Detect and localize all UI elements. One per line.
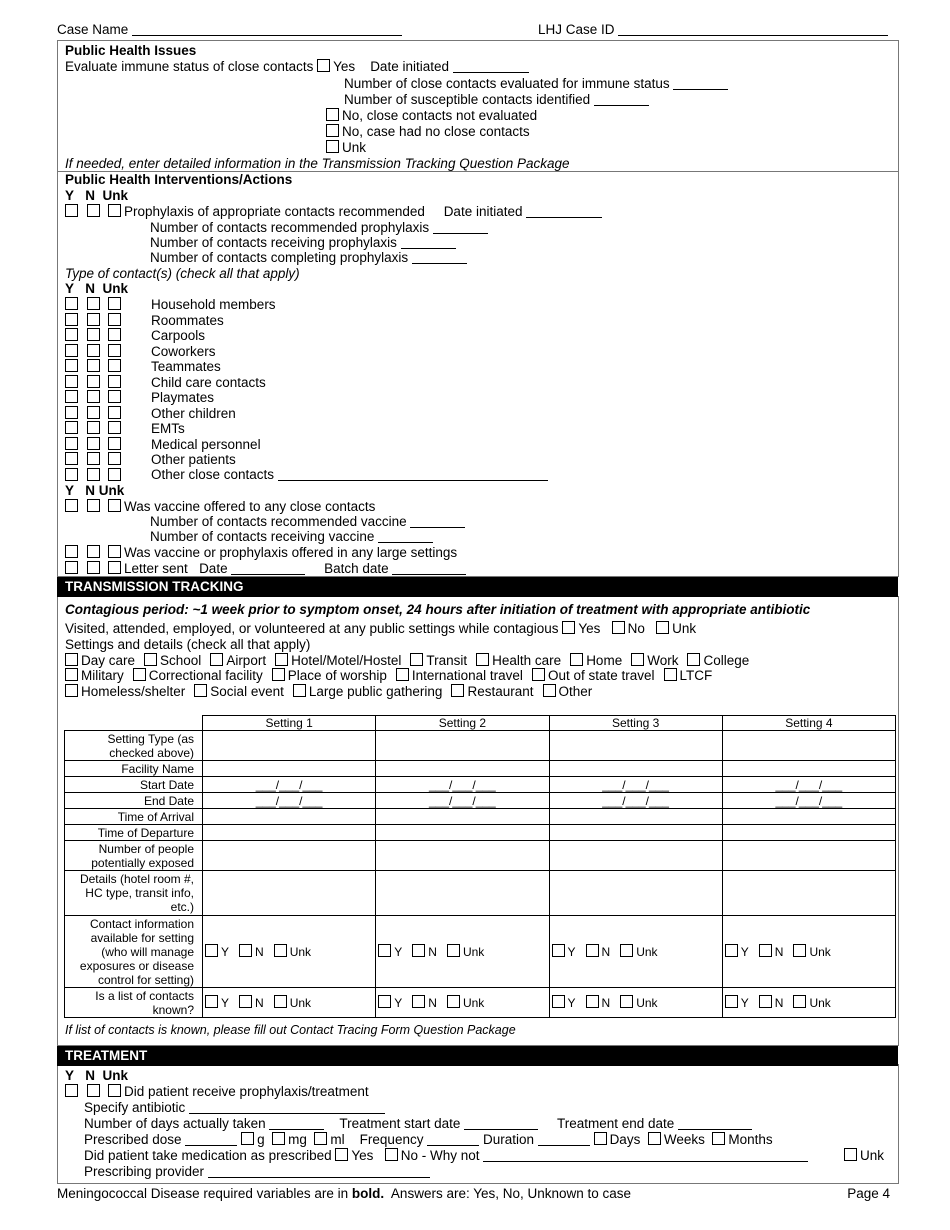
contact-type-unk-checkbox[interactable] [108,406,121,419]
table-row [65,809,896,825]
setting-label: College [703,653,750,668]
checkbox[interactable] [378,944,391,957]
contact-type-unk-checkbox[interactable] [108,452,121,465]
setting-label: Large public gathering [308,684,443,699]
start-date-1[interactable]: ___/___/___ [203,777,376,793]
setting-checkbox[interactable] [570,653,583,666]
contact-info-4: Y N Unk [722,916,895,988]
n-recommended-row: Number of contacts recommended prophylaxis [150,220,488,235]
setting-3-header: Setting 3 [549,716,722,731]
n-susceptible-row: Number of susceptible contacts identified [344,92,649,107]
checkbox[interactable] [205,944,218,957]
n-susceptible-field[interactable] [594,93,649,106]
n-evaluated-field[interactable] [673,77,728,90]
contact-type-unk-checkbox[interactable] [108,297,121,310]
case-name-field[interactable] [132,23,402,36]
contact-type-n-checkbox[interactable] [87,344,100,357]
contact-type-y-checkbox[interactable] [65,375,78,388]
cell[interactable] [376,731,549,761]
no-contacts-checkbox[interactable] [326,124,339,137]
unit-g-checkbox[interactable] [241,1132,254,1145]
setting-label: Place of worship [287,668,387,683]
table-row [65,761,896,777]
contact-type-label: Household members [151,297,276,312]
contact-type-unk-checkbox[interactable] [108,421,121,434]
contact-type-n-checkbox[interactable] [87,437,100,450]
no-not-evaluated-checkbox[interactable] [326,108,339,121]
start-date-2[interactable]: ___/___/___ [376,777,549,793]
row-label-facility: Facility Name [65,761,203,777]
setting-label: Out of state travel [547,668,655,683]
phi-title: Public Health Issues [65,43,197,58]
large-unk-checkbox[interactable] [108,545,121,558]
tt-title: TRANSMISSION TRACKING [57,577,898,597]
large-y-checkbox[interactable] [65,545,78,558]
months-checkbox[interactable] [712,1132,725,1145]
tt-note: If list of contacts is known, please fill out Contact Tracing Form Question Package [65,1023,516,1037]
row-label-list-known: Is a list of contacts known? [65,988,203,1018]
contact-type-n-checkbox[interactable] [87,313,100,326]
phi-unk-row: Unk [326,140,366,155]
other-close-contacts-field[interactable] [278,468,548,481]
list-known-3: Y N Unk [549,988,722,1018]
contact-type-unk-checkbox[interactable] [108,390,121,403]
settings-label: Settings and details (check all that apply) [65,637,311,652]
setting-1-header: Setting 1 [203,716,376,731]
dose-field[interactable] [185,1133,237,1146]
n-vaccine-recommended-row: Number of contacts recommended vaccine [150,514,465,529]
specify-antibiotic-field[interactable] [189,1101,385,1114]
contact-type-label: Carpools [151,328,206,343]
contact-type-checkboxes [65,452,124,467]
cell[interactable] [203,731,376,761]
visited-row: Visited, attended, employed, or volunteered at any public settings while contagious Yes No Unk [65,621,697,636]
no-not-evaluated-row: No, close contacts not evaluated [326,108,537,123]
checkbox[interactable] [759,944,772,957]
settings-row-3 [65,684,601,699]
received-unk-checkbox[interactable] [108,1084,121,1097]
contact-type-y-checkbox[interactable] [65,437,78,450]
setting-checkbox[interactable] [532,668,545,681]
evaluate-yes-checkbox[interactable] [317,59,330,72]
no-contacts-row: No, case had no close contacts [326,124,530,139]
contact-type-y-checkbox[interactable] [65,359,78,372]
contact-type-y-checkbox[interactable] [65,406,78,419]
setting-checkbox[interactable] [133,668,146,681]
type-label: Type of contact(s) (check all that apply) [65,266,300,281]
end-date-1[interactable]: ___/___/___ [203,793,376,809]
end-date-4[interactable]: ___/___/___ [722,793,895,809]
contact-info-1: Y N Unk [203,916,376,988]
checkbox[interactable] [586,995,599,1008]
cell[interactable] [549,825,722,841]
setting-label: School [160,653,202,668]
blank-cell [65,716,203,731]
contact-info-2: Y N Unk [376,916,549,988]
footer-note: Meningococcal Disease required variables are in bold. Answers are: Yes, No, Unknown to case [57,1186,632,1201]
setting-label: Day care [81,653,136,668]
contact-type-checkboxes [65,328,124,343]
setting-checkbox[interactable] [194,684,207,697]
table-row [65,777,896,793]
large-n-checkbox[interactable] [87,545,100,558]
n-recommended-field[interactable] [433,221,488,234]
row-label-departure: Time of Departure [65,825,203,841]
as-prescribed-row: Did patient take medication as prescribed Yes No - Why not [84,1148,808,1163]
evaluate-date-field[interactable] [453,60,529,73]
checkbox[interactable] [793,944,806,957]
as-prescribed-no-checkbox[interactable] [385,1148,398,1161]
cell[interactable] [203,809,376,825]
setting-checkbox[interactable] [144,653,157,666]
cell[interactable] [203,825,376,841]
checkbox[interactable] [447,944,460,957]
checkbox[interactable] [586,944,599,957]
n-vaccine-receiving-field[interactable] [378,530,433,543]
contact-type-unk-checkbox[interactable] [108,313,121,326]
setting-2-header: Setting 2 [376,716,549,731]
checkbox[interactable] [447,995,460,1008]
cell[interactable] [203,841,376,871]
setting-checkbox[interactable] [272,668,285,681]
contact-type-label: EMTs [151,421,185,436]
table-row [65,731,896,761]
duration-field[interactable] [538,1133,590,1146]
contact-type-y-checkbox[interactable] [65,313,78,326]
setting-checkbox[interactable] [543,684,556,697]
contact-type-n-checkbox[interactable] [87,390,100,403]
table-row [65,793,896,809]
contact-type-unk-checkbox[interactable] [108,468,121,481]
prophylaxis-row: Prophylaxis of appropriate contacts recommended Date initiated [65,204,602,219]
contact-type-checkboxes [65,437,124,452]
phi-note: If needed, enter detailed information in the Transmission Tracking Question Package [65,156,570,171]
setting-checkbox[interactable] [396,668,409,681]
as-prescribed-yes-checkbox[interactable] [335,1148,348,1161]
contact-info-3: Y N Unk [549,916,722,988]
setting-label: Restaurant [467,684,534,699]
setting-label: Military [81,668,124,683]
cell[interactable] [376,761,549,777]
prophylaxis-unk-checkbox[interactable] [108,204,121,217]
row-label-setting-type: Setting Type (as checked above) [65,731,203,761]
setting-checkbox[interactable] [631,653,644,666]
checkbox[interactable] [239,995,252,1008]
setting-checkbox[interactable] [65,684,78,697]
settings-table [64,715,896,1018]
days-row: Number of days actually taken Treatment start date Treatment end date [84,1116,752,1131]
contact-type-label: Child care contacts [151,374,266,390]
contact-type-label: Other children [151,405,236,421]
n-receiving-field[interactable] [401,236,456,249]
vaccine-n-checkbox[interactable] [87,499,100,512]
row-label-end: End Date [65,793,203,809]
settings-row-2 [65,668,721,683]
cell[interactable] [203,871,376,916]
contact-type-label: Roommates [151,312,224,328]
days-checkbox[interactable] [594,1132,607,1145]
setting-checkbox[interactable] [476,653,489,666]
setting-4-header: Setting 4 [722,716,895,731]
setting-label: Correctional facility [148,668,263,683]
n-receiving-row: Number of contacts receiving prophylaxis [150,235,456,250]
setting-checkbox[interactable] [65,653,78,666]
row-label-details: Details (hotel room #, HC type, transit info, etc.) [65,871,203,916]
why-not-field[interactable] [483,1149,808,1162]
checkbox[interactable] [552,995,565,1008]
dose-row: Prescribed dose g mg ml Frequency Duration Days Weeks Months [84,1132,773,1147]
setting-checkbox[interactable] [410,653,423,666]
large-settings-row: Was vaccine or prophylaxis offered in any large settings [65,545,457,560]
contact-type-unk-checkbox[interactable] [108,344,121,357]
contact-type-checkboxes [65,406,124,421]
cell[interactable] [549,841,722,871]
unit-ml-checkbox[interactable] [314,1132,327,1145]
checkbox[interactable] [274,995,287,1008]
table-row [65,916,896,988]
checkbox[interactable] [725,995,738,1008]
provider-row: Prescribing provider [84,1164,430,1179]
letter-y-checkbox[interactable] [65,561,78,574]
prophylaxis-n-checkbox[interactable] [87,204,100,217]
setting-label: International travel [411,668,523,683]
cell[interactable] [722,841,895,871]
checkbox[interactable] [725,944,738,957]
tr-title: TREATMENT [57,1046,898,1066]
list-known-1: Y N Unk [203,988,376,1018]
contact-type-y-checkbox[interactable] [65,452,78,465]
checkbox[interactable] [793,995,806,1008]
setting-label: Health care [492,653,562,668]
as-prescribed-unk-checkbox[interactable] [844,1148,857,1161]
setting-checkbox[interactable] [210,653,223,666]
checkbox[interactable] [552,944,565,957]
end-date-2[interactable]: ___/___/___ [376,793,549,809]
row-label-people: Number of people potentially exposed [65,841,203,871]
cell[interactable] [549,731,722,761]
checkbox[interactable] [378,995,391,1008]
cell[interactable] [722,825,895,841]
setting-label: Home [586,653,623,668]
contact-type-n-checkbox[interactable] [87,328,100,341]
cell[interactable] [376,825,549,841]
table-row [65,825,896,841]
end-date-field[interactable] [678,1117,752,1130]
setting-label: Homeless/shelter [81,684,186,699]
cell[interactable] [722,809,895,825]
lhj-case-id-field[interactable] [618,23,888,36]
setting-label: Social event [210,684,284,699]
ynu-header-1: Y N Unk [65,188,129,203]
contact-type-unk-checkbox[interactable] [108,375,121,388]
vaccine-y-checkbox[interactable] [65,499,78,512]
checkbox[interactable] [205,995,218,1008]
contact-type-checkboxes [65,359,124,374]
table-row [65,841,896,871]
contact-type-y-checkbox[interactable] [65,328,78,341]
visited-no-checkbox[interactable] [612,621,625,634]
contact-type-checkboxes [65,421,124,436]
cell[interactable] [549,809,722,825]
contact-type-checkboxes [65,390,124,405]
list-known-4: Y N Unk [722,988,895,1018]
lhj-case-id-label: LHJ Case ID [538,22,888,37]
ynu-header-4: Y N Unk [65,1068,129,1083]
contact-type-unk-checkbox[interactable] [108,359,121,372]
case-name-label: Case Name [57,22,402,37]
visited-unk-checkbox[interactable] [656,621,669,634]
setting-checkbox[interactable] [65,668,78,681]
evaluate-row: Evaluate immune status of close contacts Yes Date initiated [65,59,529,74]
n-completing-row: Number of contacts completing prophylaxis [150,250,467,265]
setting-label: Hotel/Motel/Hostel [291,653,402,668]
contact-type-label: Other patients [151,452,236,467]
checkbox[interactable] [239,944,252,957]
checkbox[interactable] [412,995,425,1008]
contact-type-label: Medical personnel [151,436,261,452]
contact-type-checkboxes [65,344,124,359]
letter-n-checkbox[interactable] [87,561,100,574]
setting-checkbox[interactable] [451,684,464,697]
contact-type-unk-checkbox[interactable] [108,437,121,450]
weeks-checkbox[interactable] [648,1132,661,1145]
setting-checkbox[interactable] [293,684,306,697]
settings-row-1 [65,653,758,668]
unit-mg-checkbox[interactable] [272,1132,285,1145]
cell[interactable] [722,731,895,761]
contact-type-n-checkbox[interactable] [87,452,100,465]
specify-row: Specify antibiotic [84,1100,385,1115]
checkbox[interactable] [620,995,633,1008]
start-date-field[interactable] [464,1117,538,1130]
cell[interactable] [376,841,549,871]
contact-type-n-checkbox[interactable] [87,375,100,388]
row-label-contact-info: Contact information available for setting (who will manage exposures or disease control for setting) [65,916,203,988]
vaccine-unk-checkbox[interactable] [108,499,121,512]
setting-label: Work [647,653,679,668]
frequency-field[interactable] [427,1133,479,1146]
letter-date-field[interactable] [231,562,305,575]
contact-type-y-checkbox[interactable] [65,421,78,434]
contact-type-checkboxes [65,468,124,483]
days-taken-field[interactable] [269,1117,324,1130]
end-date-3[interactable]: ___/___/___ [549,793,722,809]
contact-type-n-checkbox[interactable] [87,406,100,419]
contact-type-label: Playmates [151,390,215,405]
contact-type-label: Teammates [151,359,221,374]
setting-label: LTCF [679,668,713,683]
start-date-4[interactable]: ___/___/___ [722,777,895,793]
n-completing-field[interactable] [412,251,467,264]
phia-title: Public Health Interventions/Actions [65,172,293,187]
contact-type-n-checkbox[interactable] [87,421,100,434]
ynu-header-2: Y N Unk [65,281,129,296]
table-row [65,988,896,1018]
contagious-period: Contagious period: ~1 week prior to symptom onset, 24 hours after initiation of treatment with appropriate antibiotic [65,602,811,617]
checkbox[interactable] [412,944,425,957]
cell[interactable] [722,761,895,777]
contact-type-n-checkbox[interactable] [87,468,100,481]
contact-type-unk-checkbox[interactable] [108,328,121,341]
received-row: Did patient receive prophylaxis/treatment [65,1084,369,1099]
page-number: Page 4 [847,1186,890,1201]
contact-type-label: Coworkers [151,343,216,359]
checkbox[interactable] [759,995,772,1008]
list-known-2: Y N Unk [376,988,549,1018]
setting-checkbox[interactable] [687,653,700,666]
setting-label: Other [558,684,593,699]
table-row [65,871,896,916]
other-close-contacts-row: Other close contacts [151,467,548,482]
start-date-3[interactable]: ___/___/___ [549,777,722,793]
setting-label: Transit [426,653,468,668]
row-label-arrival: Time of Arrival [65,809,203,825]
received-y-checkbox[interactable] [65,1084,78,1097]
cell[interactable] [376,871,549,916]
letter-sent-row: Letter sent Date Batch date [65,561,466,576]
cell[interactable] [549,871,722,916]
contact-type-checkboxes [65,375,124,390]
batch-date-field[interactable] [392,562,466,575]
n-vaccine-receiving-row: Number of contacts receiving vaccine [150,529,433,544]
contact-type-y-checkbox[interactable] [65,468,78,481]
contact-type-checkboxes [65,313,124,328]
row-label-start: Start Date [65,777,203,793]
n-evaluated-row: Number of close contacts evaluated for immune status [344,76,728,91]
cell[interactable] [722,871,895,916]
vaccine-offered-row: Was vaccine offered to any close contacts [65,499,375,514]
prophylaxis-date-field[interactable] [526,205,602,218]
settings-table-header [65,716,896,731]
provider-field[interactable] [208,1165,430,1178]
contact-type-y-checkbox[interactable] [65,390,78,403]
prophylaxis-y-checkbox[interactable] [65,204,78,217]
contact-type-checkboxes [65,297,124,312]
received-n-checkbox[interactable] [87,1084,100,1097]
contact-type-n-checkbox[interactable] [87,297,100,310]
setting-label: Airport [226,653,267,668]
n-vaccine-recommended-field[interactable] [410,515,465,528]
phi-unk-checkbox[interactable] [326,140,339,153]
ynu-header-3: Y N Unk [65,483,125,498]
setting-checkbox[interactable] [275,653,288,666]
checkbox[interactable] [620,944,633,957]
letter-unk-checkbox[interactable] [108,561,121,574]
contact-type-y-checkbox[interactable] [65,344,78,357]
cell[interactable] [376,809,549,825]
contact-type-y-checkbox[interactable] [65,297,78,310]
cell[interactable] [203,761,376,777]
checkbox[interactable] [274,944,287,957]
cell[interactable] [549,761,722,777]
contact-type-n-checkbox[interactable] [87,359,100,372]
setting-checkbox[interactable] [664,668,677,681]
as-prescribed-unk: Unk [844,1148,884,1163]
visited-yes-checkbox[interactable] [562,621,575,634]
